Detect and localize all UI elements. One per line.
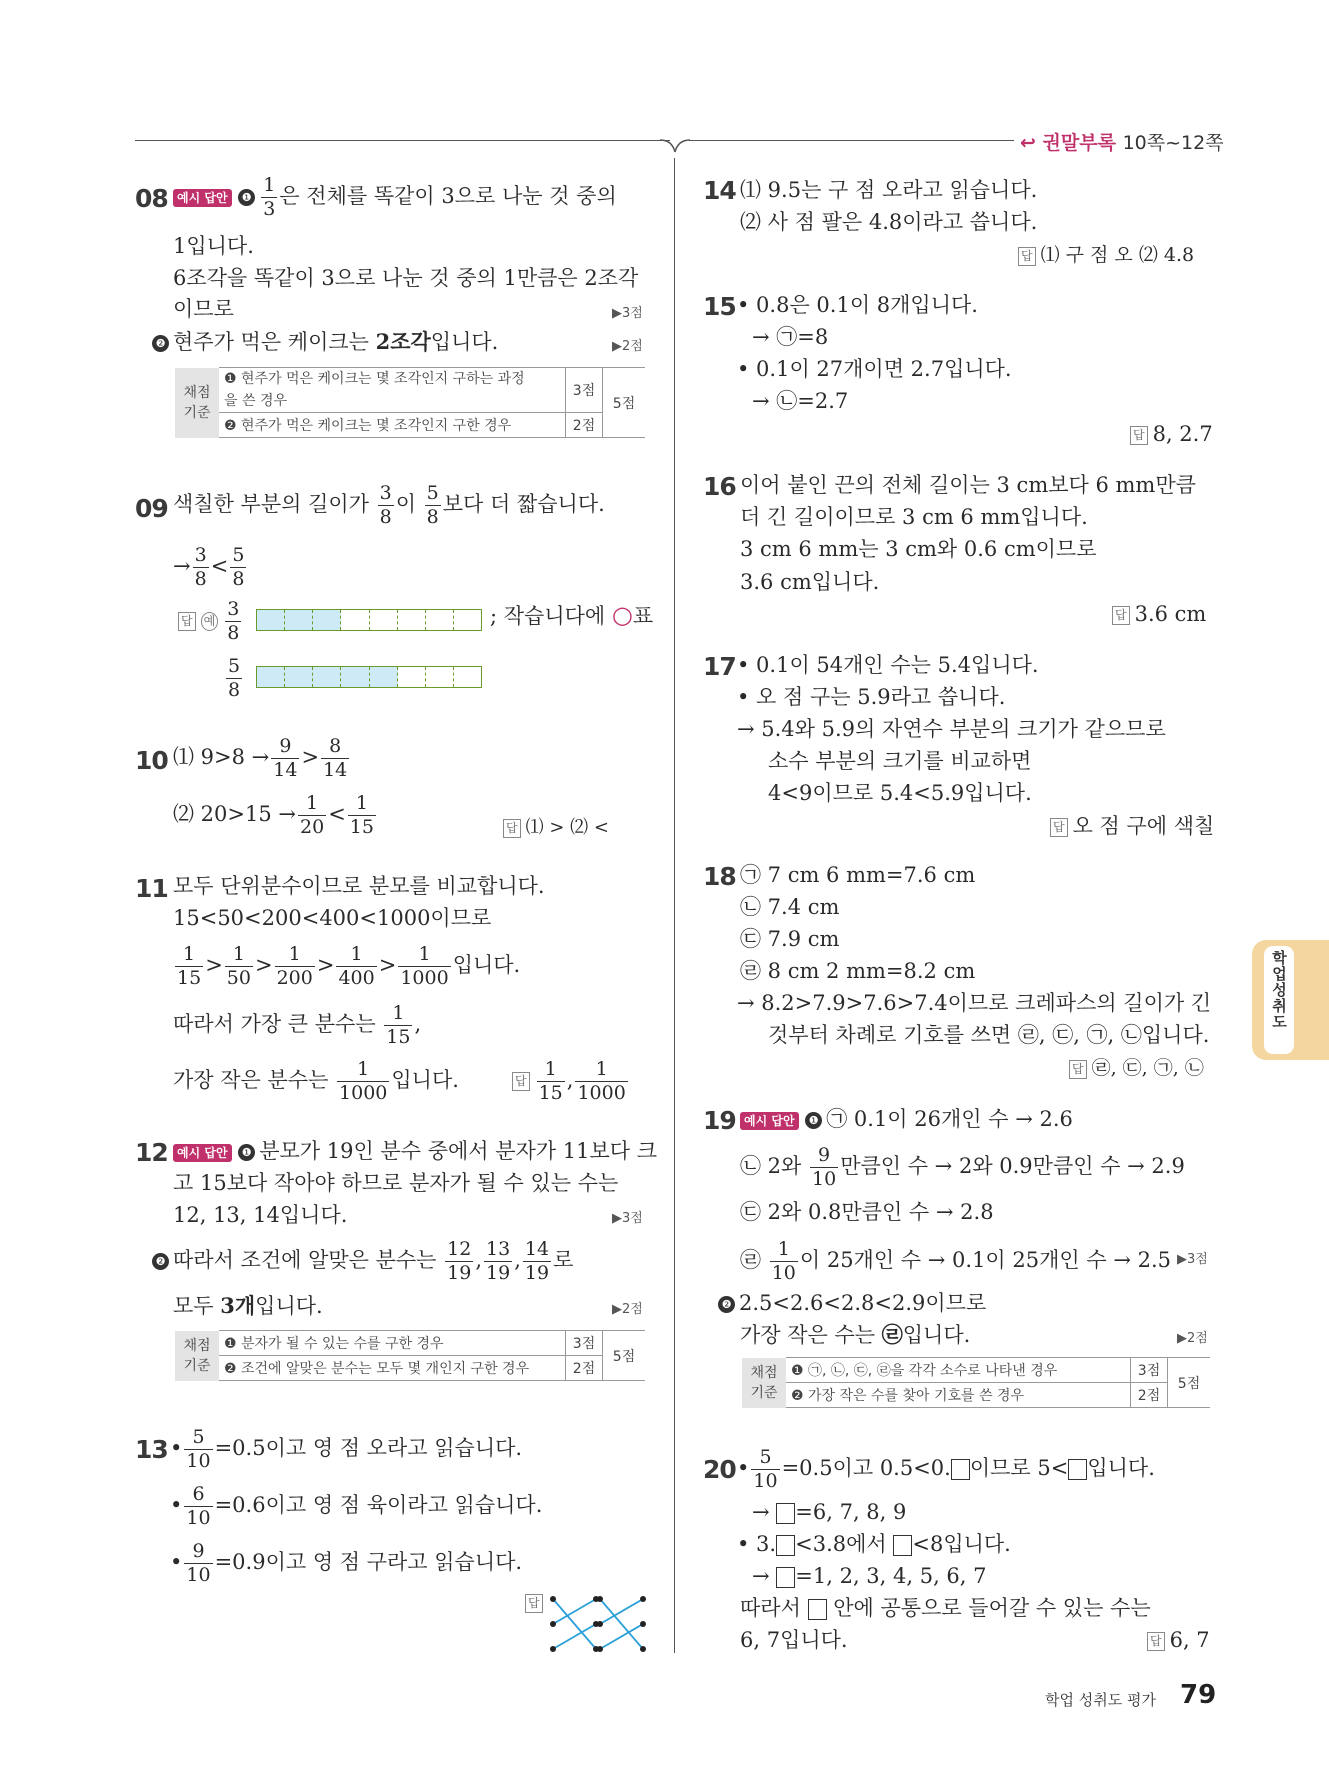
q12-line1: 예시 답안 ❶ 분모가 19인 분수 중에서 분자가 11보다 크 [173,1136,657,1166]
q11-answer: 답 $\frac{1}{15}$ , $\frac{1}{1000}$ [512,1060,630,1103]
top-rule [135,140,670,141]
q14-number: 14 [703,176,736,205]
q15-line2: → ㉠=8 [752,325,829,349]
q08-number: 08 [135,184,168,213]
q19-points1: ▶3점 [1177,1252,1208,1267]
q11-number: 11 [135,874,168,903]
q18-line2: ㉡ 7.4 cm [740,895,840,919]
q16-line4: 3.6 cm입니다. [740,570,880,594]
q19-number: 19 [703,1106,736,1135]
q16-line1: 이어 붙인 끈의 전체 길이는 3 cm보다 6 mm만큼 [740,473,1196,497]
q12-line2: 고 15보다 작아야 하므로 분자가 될 수 있는 수는 [173,1171,619,1195]
q08-line4: 이므로 [173,297,234,321]
q20-line3: • 3. <3.8에서 <8입니다. [737,1532,1011,1556]
q19-line3: ㉢ 2와 0.8만큼인 수 → 2.8 [740,1200,994,1224]
q17-line4: 소수 부분의 크기를 비교하면 [768,749,1032,773]
q17-line5: 4<9이므로 5.4<5.9입니다. [768,781,1032,805]
q19-line4: ㉣ $\frac{1}{10}$ 이 25개인 수 → 0.1이 25개인 수 → 2.5 [740,1238,1171,1284]
q17-line1: • 0.1이 54개인 수는 5.4입니다. [737,653,1039,677]
q13-item1: • $\frac{5}{10}$ =0.5이고 영 점 오라고 읽습니다. [170,1426,523,1472]
q12-number: 12 [135,1138,168,1167]
q16-line3: 3 cm 6 mm는 3 cm와 0.6 cm이므로 [740,537,1097,561]
q14-answer: 답 ⑴ 구 점 오 ⑵ 4.8 [1018,240,1194,270]
q18-line5: → 8.2>7.9>7.6>7.4이므로 크레파스의 길이가 긴 [737,991,1212,1015]
q20-number: 20 [703,1455,736,1484]
q18-number: 18 [703,862,736,891]
q16-number: 16 [703,472,736,501]
q17-answer: 답 오 점 구에 색칠 [1050,811,1214,841]
q13-answer-label: 답 [525,1594,543,1613]
q14-line2: ⑵ 사 점 팔은 4.8이라고 씁니다. [740,210,1038,234]
q09-frac2: $\frac{5}{8}$ [228,655,241,701]
q19-line5: ❷ 2.5<2.6<2.8<2.9이므로 [718,1288,986,1318]
q08-line2: 1입니다. [173,234,254,258]
q09-number: 09 [135,494,168,523]
q11-line1: 모두 단위분수이므로 분모를 비교합니다. [173,874,545,898]
q11-line2: 15<50<200<400<1000이므로 [173,906,492,930]
column-notch [660,138,690,168]
q12-points2: ▶2점 [612,1302,643,1317]
q12-line3: 12, 13, 14입니다. [173,1203,348,1227]
side-tab-label: 학업성취도 [1264,946,1294,1054]
q08-rubric: 채점 기준 ❶ 현주가 먹은 케이크는 몇 조각인지 구하는 과정 3점 5점 을 쓴 경우 ❷ 현주가 먹은 케이크는 몇 조각인지 구한 경우 2점 [175,367,645,438]
q09-answer-label: 답 예 $\frac{3}{8}$ [178,600,243,643]
q18-line1: ㉠ 7 cm 6 mm=7.6 cm [740,863,976,887]
footer-label: 학업 성취도 평가 [1045,1691,1156,1709]
q10-part2: ⑵ 20>15 → $\frac{1}{20}$ < $\frac{1}{15}$ [173,792,374,838]
page-number: 79 [1180,1680,1217,1710]
q10-answer: 답 ⑴ > ⑵ < [503,813,609,843]
q18-line6: 것부터 차례로 기호를 쓰면 ㉣, ㉢, ㉠, ㉡입니다. [768,1023,1210,1047]
q09-bar-3-8 [256,609,482,631]
q10-part1: ⑴ 9>8 → $\frac{9}{14}$ > $\frac{8}{14}$ [173,735,348,781]
q13-item3: • $\frac{9}{10}$ =0.9이고 영 점 구라고 읽습니다. [170,1540,523,1586]
q11-line5: 가장 작은 분수는 $\frac{1}{1000}$ 입니다. [173,1058,459,1104]
q13-item2: • $\frac{6}{10}$ =0.6이고 영 점 육이라고 읽습니다. [170,1483,543,1529]
q11-line3: $\frac{1}{15}$ > $\frac{1}{50}$ > $\frac{1}{200}$ > $\frac{1}{400}$ > $\frac{1}{1000}$ 입니다. [177,943,521,989]
q12-line4: ❷ 따라서 조건에 알맞은 분수는 $\frac{12}{19}$ , $\frac{13}{19}$ , $\frac{14}{19}$ 로 [152,1240,573,1283]
q13-number: 13 [135,1435,168,1464]
q19-line2: ㉡ 2와 $\frac{9}{10}$ 만큼인 수 → 2와 0.9만큼인 수 → 2.9 [740,1144,1185,1190]
column-divider [674,158,675,1653]
q19-points2: ▶2점 [1177,1331,1208,1346]
q19-line6: 가장 작은 수는 ㉣입니다. [740,1322,971,1347]
q10-number: 10 [135,746,168,775]
q09-compare: → $\frac{3}{8}$ < $\frac{5}{8}$ [173,544,245,590]
top-rule-right [689,140,1014,141]
q14-line1: ⑴ 9.5는 구 점 오라고 읽습니다. [740,178,1038,202]
q20-line2: → =6, 7, 8, 9 [752,1500,907,1524]
q20-line6: 6, 7입니다. [740,1628,848,1652]
q08-points2: ▶2점 [612,339,643,354]
q12-points1: ▶3점 [612,1211,643,1226]
q11-line4: 따라서 가장 큰 분수는 $\frac{1}{15}$ , [173,1002,422,1048]
q17-number: 17 [703,652,736,681]
return-arrow-icon: ↩ [1020,132,1036,154]
q08-line3: 6조각을 똑같이 3으로 나눈 것 중의 1만큼은 2조각 [173,266,639,290]
q12-line5: 모두 3개입니다. [173,1293,323,1318]
q15-number: 15 [703,292,736,321]
q18-line4: ㉣ 8 cm 2 mm=8.2 cm [740,959,976,983]
q16-answer: 답 3.6 cm [1112,599,1206,629]
q19-rubric: 채점 기준 ❶ ㉠, ㉡, ㉢, ㉣을 각각 소수로 나타낸 경우 3점 5점 ❷ 가장 작은 수를 찾아 기호를 쓴 경우 2점 [742,1357,1210,1408]
q20-line5: 따라서 안에 공통으로 들어갈 수 있는 수는 [740,1596,1151,1620]
q09-bar-5-8 [256,666,482,688]
q15-line3: • 0.1이 27개이면 2.7입니다. [737,357,1012,381]
q08-line5: ❷ 현주가 먹은 케이크는 2조각입니다. [152,327,498,357]
q20-line4: → =1, 2, 3, 4, 5, 6, 7 [752,1564,987,1588]
q08-line1: 예시 답안 ❶ $\frac{1}{3}$ 은 전체를 똑같이 3으로 나눈 것 중의 [173,176,617,219]
q15-answer: 답 8, 2.7 [1130,419,1213,449]
q08-points1: ▶3점 [612,306,643,321]
q16-line2: 더 긴 길이이므로 3 cm 6 mm입니다. [740,505,1088,529]
header-link[interactable]: ↩ 권말부록 10쪽~12쪽 [1020,132,1224,154]
q15-line4: → ㉡=2.7 [752,389,849,413]
q09-answer-text: ; 작습니다에 ○표 [490,601,654,629]
q19-line1: 예시 답안 ❶ ㉠ 0.1이 26개인 수 → 2.6 [740,1104,1073,1134]
q15-line1: • 0.8은 0.1이 8개입니다. [737,293,978,317]
q17-line3: → 5.4와 5.9의 자연수 부분의 크기가 같으므로 [737,717,1166,741]
q20-answer: 답 6, 7 [1147,1625,1210,1655]
q12-rubric: 채점 기준 ❶ 분자가 될 수 있는 수를 구한 경우 3점 5점 ❷ 조건에 알맞은 분수는 모두 몇 개인지 구한 경우 2점 [175,1330,645,1381]
q18-line3: ㉢ 7.9 cm [740,927,840,951]
q13-matching-diagram [548,1594,648,1654]
q20-line1: • $\frac{5}{10}$ =0.5이고 0.5<0. 이므로 5< 입니다. [737,1446,1155,1492]
q09-line1: 색칠한 부분의 길이가 $\frac{3}{8}$ 이 $\frac{5}{8}$ 보다 더 짧습니다. [173,482,605,528]
q17-line2: • 오 점 구는 5.9라고 씁니다. [737,685,1006,709]
q18-answer: 답 ㉣, ㉢, ㉠, ㉡ [1069,1053,1204,1083]
